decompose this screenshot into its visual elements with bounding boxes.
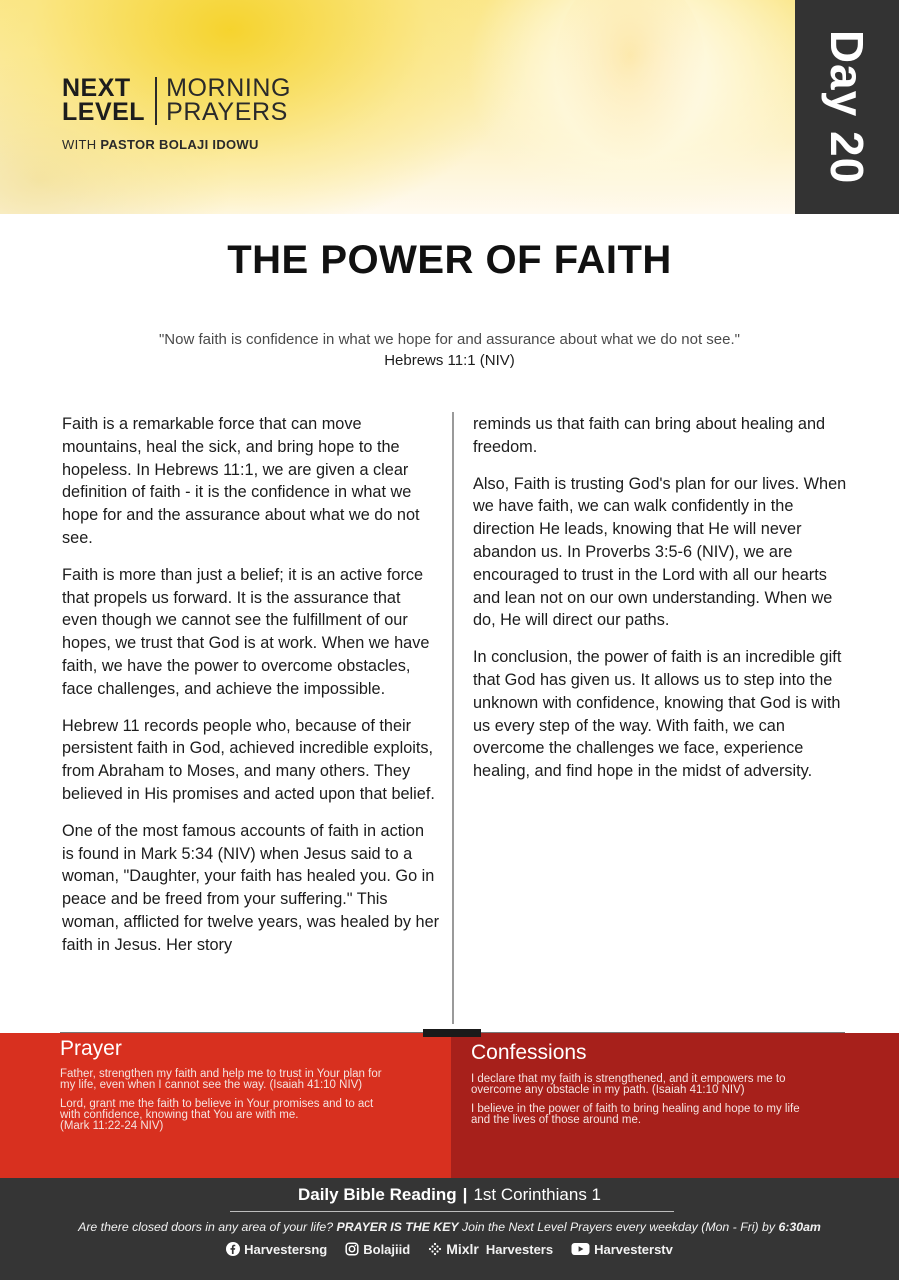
body-paragraph: Hebrew 11 records people who, because of their persistent faith in God, achieved incredible exploits, from Abraham to Moses, and many others. They believed in His promises and acted upon that belief.	[62, 716, 435, 803]
body-column-right	[473, 413, 853, 797]
prayer-item-line: with confidence, knowing that You are with me.	[60, 1109, 299, 1121]
body-column-left	[62, 413, 440, 971]
daily-reading-label: Daily Bible Reading	[297, 1185, 457, 1204]
hero-photo-figure	[555, 0, 705, 160]
brand-morning-text: MORNING	[166, 74, 292, 102]
scripture-reference: Hebrews 11:1 (NIV)	[384, 352, 515, 369]
brand-logo	[62, 76, 291, 125]
confessions-panel	[451, 1033, 899, 1178]
mixlr-icon	[428, 1242, 442, 1256]
header-banner	[0, 0, 899, 214]
cta-question: Are there closed doors in any area of your life?	[78, 1220, 334, 1234]
column-divider	[452, 412, 454, 1024]
scripture-quote: "Now faith is confidence in what we hope for and assurance about what we do not see."	[158, 331, 740, 348]
cta-join: Join the Next Level Prayers every weekday (Mon - Fri) by	[462, 1220, 776, 1234]
confession-item	[471, 1074, 881, 1096]
prayer-item-line: Father, strengthen my faith and help me to trust in Your plan for	[60, 1068, 382, 1080]
prayer-item-line: Lord, grant me the faith to believe in Your promises and to act	[60, 1098, 374, 1110]
youtube-icon	[571, 1242, 590, 1256]
section-rule-tab	[423, 1029, 481, 1037]
confession-item-line: I believe in the power of faith to bring healing and hope to my life	[471, 1103, 800, 1115]
body-paragraph: One of the most famous accounts of faith in action is found in Mark 5:34 (NIV) when Jesus said to a woman, "Daughter, your faith has healed you. Go in peace and be freed from your suffering." This woman, afflicted for twelve years, was healed by her faith in Jesus. Her story	[62, 821, 440, 954]
prayer-item-line: (Mark 11:22-24 NIV)	[60, 1120, 164, 1132]
day-label: Day 20	[821, 29, 873, 185]
prayer-panel	[0, 1033, 451, 1178]
social-links	[0, 1241, 899, 1257]
footer-rule	[230, 1211, 674, 1212]
prayer-item	[60, 1069, 430, 1091]
prayer-title: Prayer	[60, 1037, 122, 1060]
brand-with-prefix: WITH	[62, 137, 97, 152]
daily-reading	[0, 1185, 899, 1205]
confession-item-line: I declare that my faith is strengthened, and it empowers me to	[471, 1073, 786, 1085]
brand-morning-prayers	[166, 76, 291, 124]
daily-reading-value: 1st Corinthians 1	[473, 1185, 602, 1204]
body-paragraph: In conclusion, the power of faith is an incredible gift that God has given us. It allows us to step into the unknown with confidence, knowing that God is with us every step of the way. With faith, we can overcome the challenges we face, experience healing, and find hope in the midst of adversity.	[473, 648, 842, 781]
social-mixlr[interactable]	[428, 1241, 553, 1257]
confession-item	[471, 1104, 881, 1126]
call-to-action	[0, 1220, 899, 1234]
page-title: THE POWER OF FAITH	[227, 238, 672, 282]
social-youtube[interactable]	[571, 1241, 673, 1257]
footer	[0, 1178, 899, 1280]
brand-pastor-line	[62, 137, 259, 152]
body-paragraph: Faith is a remarkable force that can move mountains, heal the sick, and bring hope to the hopeless. In Hebrews 11:1, we are given a clear definition of faith - it is the confidence in what we hope for and the assurance about what we do not see.	[62, 415, 420, 547]
daily-reading-separator: |	[462, 1185, 468, 1204]
body-paragraph: reminds us that faith can bring about healing and freedom.	[473, 415, 826, 456]
social-instagram[interactable]	[345, 1241, 410, 1257]
brand-next-text: NEXT	[62, 74, 131, 102]
mixlr-handle: Harvesters	[485, 1241, 554, 1257]
facebook-handle: Harvestersng	[244, 1241, 328, 1257]
prayer-item-line: my life, even when I cannot see the way. (Isaiah 41:10 NIV)	[60, 1079, 363, 1091]
confessions-title: Confessions	[471, 1041, 587, 1064]
instagram-icon	[345, 1242, 359, 1256]
body-paragraph: Also, Faith is trusting God's plan for our lives. When we have faith, we can walk confidently in the direction He leads, knowing that He will never abandon us. In Proverbs 3:5-6 (NIV), we are encouraged to trust in the Lord with all our hearts and lean not on our own understanding. When we do, He will direct our paths.	[473, 474, 847, 630]
brand-next-level	[62, 76, 145, 124]
brand-prayers-text: PRAYERS	[166, 98, 288, 126]
facebook-icon	[226, 1242, 240, 1256]
confession-item-line: overcome any obstacle in my path. (Isaiah 41:10 NIV)	[471, 1084, 745, 1096]
youtube-handle: Harvesterstv	[594, 1241, 673, 1257]
brand-level-text: LEVEL	[62, 98, 146, 126]
cta-key: PRAYER IS THE KEY	[336, 1220, 459, 1234]
cta-time: 6:30am	[778, 1220, 821, 1234]
day-tab	[795, 0, 899, 214]
mixlr-brand: Mixlr	[446, 1241, 479, 1257]
brand-divider	[155, 77, 157, 125]
instagram-handle: Bolajiid	[363, 1241, 411, 1257]
body-paragraph: Faith is more than just a belief; it is an active force that propels us forward. It is the assurance that even though we cannot see the fulfillment of our hopes, we trust that God is at work. When we have faith, we have the power to overcome obstacles, face challenges, and achieve the impossible.	[62, 565, 430, 698]
confession-item-line: and the lives of those around me.	[471, 1114, 642, 1126]
social-facebook[interactable]	[226, 1241, 327, 1257]
prayer-item	[60, 1099, 430, 1132]
brand-pastor-name: PASTOR BOLAJI IDOWU	[100, 137, 259, 152]
